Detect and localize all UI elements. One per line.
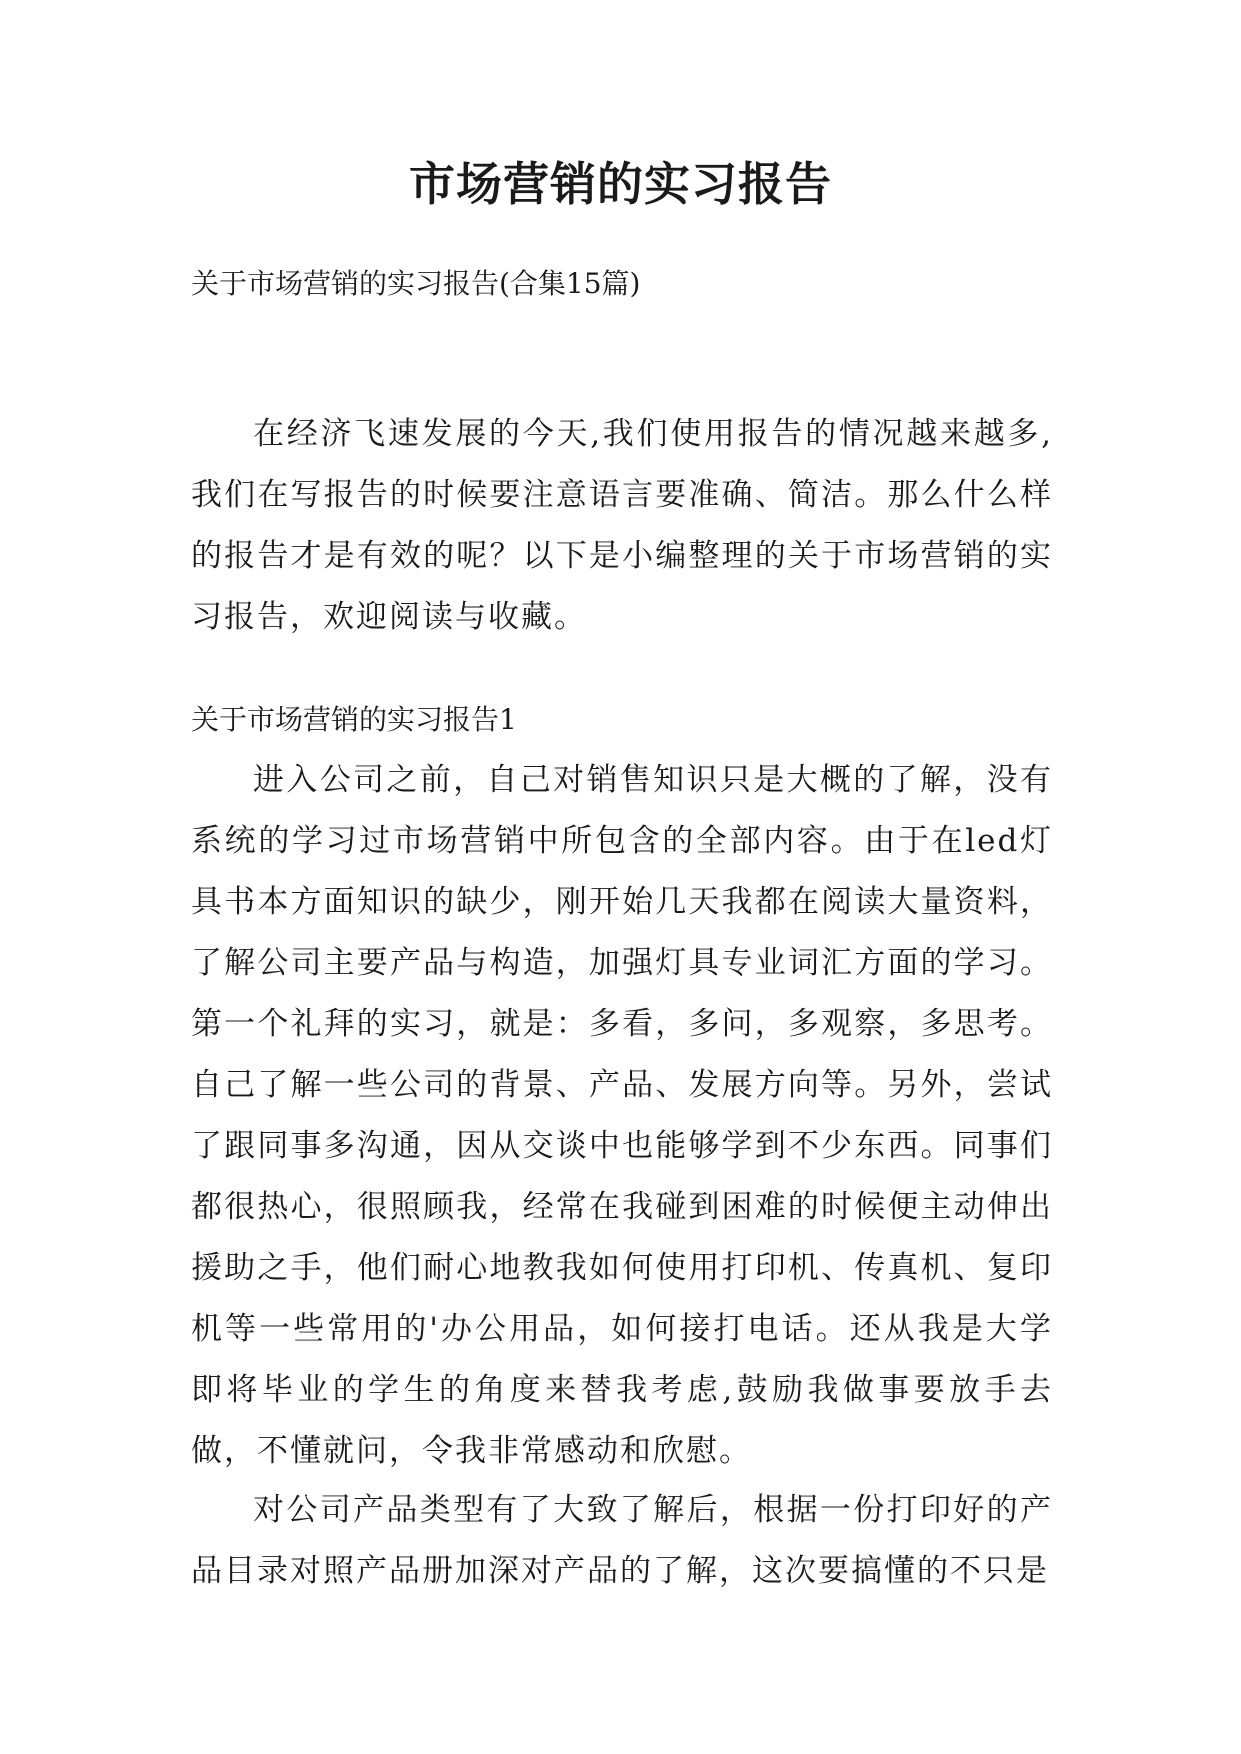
document-title: 市场营销的实习报告: [409, 157, 832, 211]
body-paragraph: 进入公司之前，自己对销售知识只是大概的了解，没有系统的学习过市场营销中所包含的全部内容。由于在led灯具书本方面知识的缺少，刚开始几天我都在阅读大量资料，了解公司主要产品与构造，加强灯具专业词汇方面的学习。第一个礼拜的实习，就是：多看，多问，多观察，多思考。自己了解一些公司的背景、产品、发展方向等。另外，尝试了跟同事多沟通，因从交谈中也能够学到不少东西。同事们都很热心，很照顾我，经常在我碰到困难的时候便主动伸出援助之手，他们耐心地教我如何使用打印机、传真机、复印机等一些常用的'办公用品，如何接打电话。还从我是大学即将毕业的学生的角度来替我考虑,鼓励我做事要放手去做，不懂就问，令我非常感动和欣慰。: [191, 762, 1053, 1469]
document-subtitle: 关于市场营销的实习报告(合集15篇): [191, 267, 641, 300]
section-heading: 关于市场营销的实习报告1: [191, 703, 517, 736]
intro-paragraph: 在经济飞速发展的今天,我们使用报告的情况越来越多,我们在写报告的时候要注意语言要准确、简洁。那么什么样的报告才是有效的呢？以下是小编整理的关于市场营销的实习报告，欢迎阅读与收藏。: [191, 416, 1053, 635]
body-paragraph: 对公司产品类型有了大致了解后，根据一份打印好的产品目录对照产品册加深对产品的了解，这次要搞懂的不只是: [191, 1492, 1053, 1589]
